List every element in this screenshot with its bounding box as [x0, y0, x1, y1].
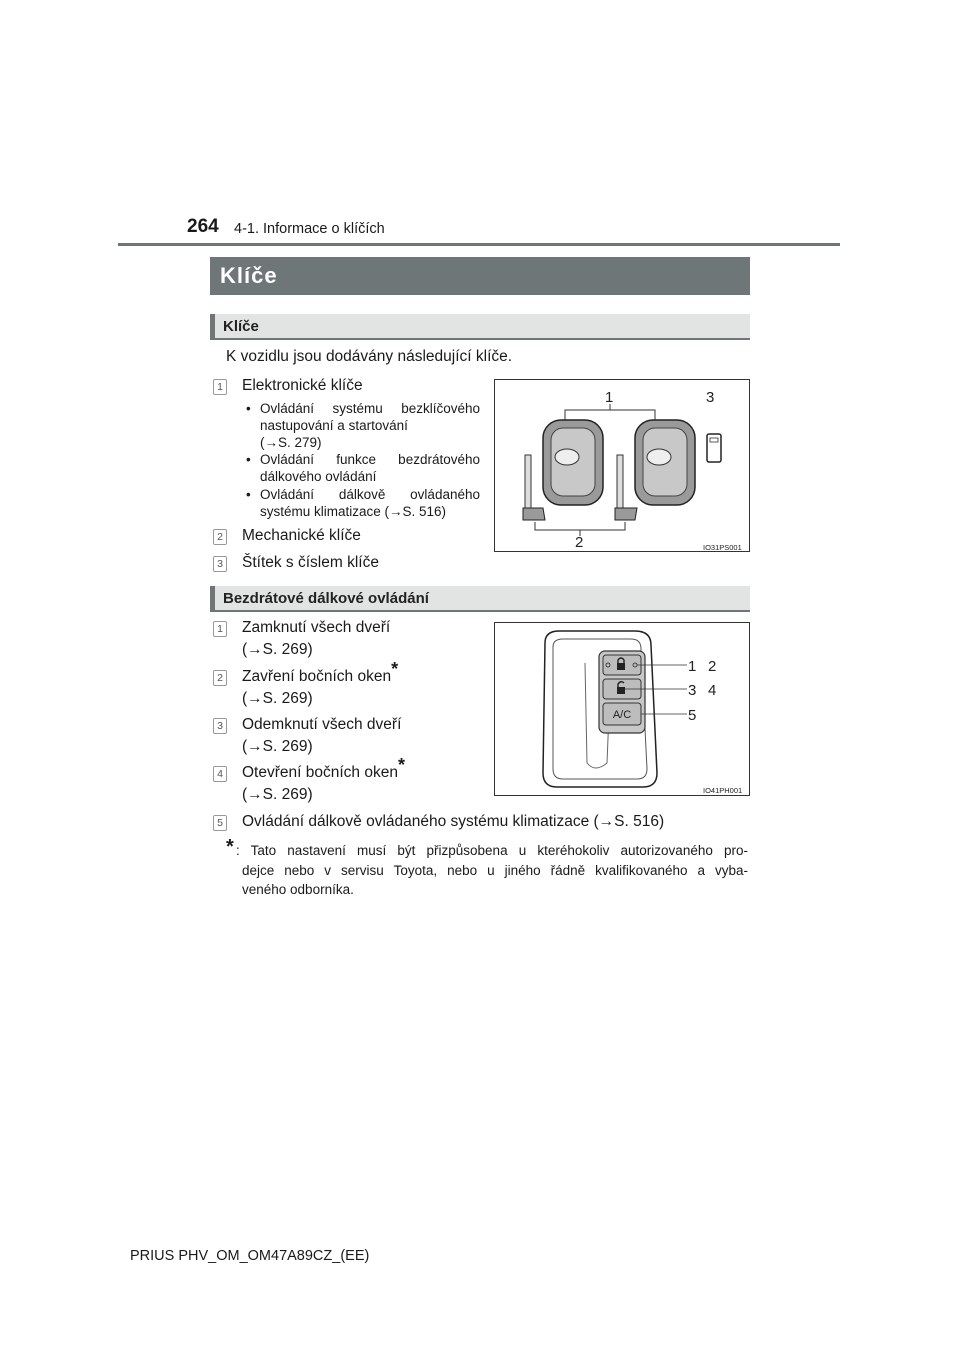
bullet-line: dálkového ovládání	[260, 469, 377, 484]
item-reference: (→S. 269)	[242, 641, 313, 658]
page-title: Klíče	[220, 263, 278, 288]
callout-1: 1	[605, 389, 614, 406]
figure-code: IO41PH001	[703, 786, 743, 795]
item-reference: (→S. 269)	[242, 738, 313, 755]
callout-5: 5	[688, 707, 697, 724]
item-label	[242, 754, 405, 783]
footer-document-code: PRIUS PHV_OM_OM47A89CZ_(EE)	[130, 1248, 370, 1264]
section-header-keys	[210, 314, 750, 340]
bullet-line: systému klimatizace (→S. 516)	[260, 504, 447, 519]
item-number: 3	[213, 556, 227, 572]
item-number: 4	[213, 766, 227, 782]
item-number: 3	[213, 718, 227, 734]
mechanical-key-right	[615, 455, 637, 520]
item-label: Elektronické klíče	[242, 377, 363, 394]
section-heading: Klíče	[223, 318, 259, 335]
callout-2: 2	[708, 658, 717, 675]
callout-1: 1	[688, 658, 697, 675]
item-label-text: Zavření bočních oken	[242, 668, 392, 685]
callout-2: 2	[575, 534, 584, 551]
item-reference: (→S. 269)	[242, 786, 313, 803]
section-heading: Bezdrátové dálkové ovládání	[223, 590, 429, 607]
item-label-text: Otevření bočních oken	[242, 764, 398, 781]
remote-figure	[494, 622, 750, 796]
bullet-line: (→S. 279)	[260, 435, 322, 450]
page-title-band	[210, 257, 750, 295]
chapter-title: 4-1. Informace o klíčích	[234, 221, 385, 237]
item-label: Mechanické klíče	[242, 527, 361, 544]
footnote-star: *	[391, 658, 399, 679]
item-label: Štítek s číslem klíče	[242, 554, 379, 571]
keys-figure	[494, 379, 750, 552]
keys-illustration	[495, 380, 751, 553]
section-header-wireless-remote	[210, 586, 750, 612]
header-rule	[118, 243, 840, 246]
callout-4: 4	[708, 682, 717, 699]
item-label	[242, 658, 399, 687]
bullet-line: Ovládání funkce bezdrátového	[260, 452, 480, 467]
callout-3: 3	[706, 389, 715, 406]
lock-button	[603, 655, 641, 675]
remote-illustration	[495, 623, 751, 797]
electronic-key-left	[543, 420, 603, 505]
footnote-line: veného odborníka.	[242, 882, 354, 897]
bullet-line: nastupování a startování	[260, 418, 408, 433]
item-reference: (→S. 269)	[242, 690, 313, 707]
item-label: Ovládání dálkově ovládaného systému klimatizace (→S. 516)	[242, 813, 665, 830]
ac-label: A/C	[612, 709, 632, 721]
item-number: 1	[213, 621, 227, 637]
page-number: 264	[187, 216, 219, 237]
item-number: 2	[213, 670, 227, 686]
item-number: 2	[213, 529, 227, 545]
bullet-line: Ovládání systému bezklíčového	[260, 401, 480, 416]
footnote-mark: *	[226, 836, 234, 858]
item-number: 1	[213, 379, 227, 395]
electronic-key-right	[635, 420, 695, 505]
key-number-plate	[707, 434, 721, 462]
item-label: Zamknutí všech dveří	[242, 619, 391, 636]
item-number: 5	[213, 815, 227, 831]
item-label: Odemknutí všech dveří	[242, 716, 402, 733]
footnote-star: *	[397, 754, 405, 775]
figure-code: IO31PS001	[703, 543, 742, 552]
bullet-line: Ovládání dálkově ovládaného	[260, 487, 480, 502]
footnote-line: : Tato nastavení musí být přizpůsobena u kteréhokoliv autorizovaného pro-	[236, 843, 748, 858]
callout-3: 3	[688, 682, 697, 699]
ac-button	[603, 703, 641, 725]
footnote-line: dejce nebo v servisu Toyota, nebo u jiného řádně kvalifikovaného a vyba-	[242, 863, 748, 878]
intro-text: K vozidlu jsou dodávány následující klíče.	[226, 348, 513, 365]
mechanical-key-left	[523, 455, 545, 520]
